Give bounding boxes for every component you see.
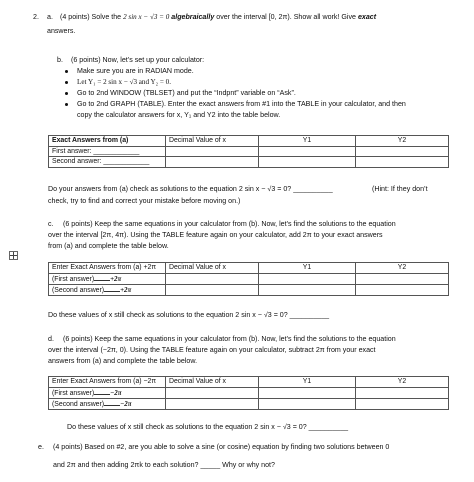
part-e-line1: (4 points) Based on #2, are you able to solve a sine (or cosine) equation by finding two solutions between 0 xyxy=(53,443,390,451)
cell-y1[interactable] xyxy=(259,387,356,398)
part-b-hint2: check, try to find and correct your mistake before moving on.) xyxy=(48,197,241,205)
header-exact-minus: Enter Exact Answers from (a) −2π xyxy=(49,377,166,388)
part-a-algebraically: algebraically xyxy=(171,13,215,21)
table-b xyxy=(48,135,449,168)
cell-y2[interactable] xyxy=(356,398,449,409)
row-second-answer[interactable]: Second answer: ____________ xyxy=(49,157,166,168)
part-c-label: c. xyxy=(48,220,54,228)
row-label: (First answer) xyxy=(52,389,95,397)
answer-blank[interactable] xyxy=(104,399,120,406)
table-row xyxy=(49,157,449,168)
cell-y2[interactable] xyxy=(356,157,449,168)
part-c-line2: over the interval [2π, 4π). Using the TABLE feature again on your calculator, add 2π to your exact answers xyxy=(48,231,383,239)
cell-y1[interactable] xyxy=(259,284,356,295)
bullet-table: Go to 2nd GRAPH (TABLE). Enter the exact answers from #1 into the TABLE in your calculator, and then xyxy=(77,100,406,108)
bullet xyxy=(65,103,68,106)
part-b-hint1: (Hint: If they don’t xyxy=(372,185,428,193)
bullet-let-y: Let Y₁ = 2 sin x − √3 and Y₂ = 0. xyxy=(77,78,172,86)
part-a-line2: answers. xyxy=(47,27,76,35)
part-d-label: d. xyxy=(48,335,54,343)
header-y1: Y1 xyxy=(259,136,356,147)
bullet-radian: Make sure you are in RADIAN mode. xyxy=(77,67,194,75)
part-a-text: (4 points) Solve the xyxy=(60,13,122,21)
header-decimal: Decimal Value of x xyxy=(166,377,259,388)
cell-y2[interactable] xyxy=(356,284,449,295)
table-row xyxy=(49,387,449,398)
part-b-check-question: Do your answers from (a) check as solutions to the equation 2 sin x − √3 = 0? __________ xyxy=(48,185,333,193)
row-op: −2π xyxy=(120,400,132,408)
cell-decimal[interactable] xyxy=(166,146,259,157)
header-exact: Exact Answers from (a) xyxy=(49,136,166,147)
answer-blank[interactable] xyxy=(104,285,120,292)
bullet xyxy=(65,81,68,84)
row-label: (First answer) xyxy=(52,275,95,283)
cell-y2[interactable] xyxy=(356,387,449,398)
part-b-intro: (6 points) Now, let’s set up your calculator: xyxy=(71,56,205,64)
row-op: +2π xyxy=(120,286,132,294)
table-move-icon[interactable] xyxy=(9,251,18,260)
part-c-check-question: Do these values of x still check as solutions to the equation 2 sin x − √3 = 0? __________ xyxy=(48,311,330,319)
part-d-line1: (6 points) Keep the same equations in your calculator from (b). Now, let’s find the solutions to the equation xyxy=(63,335,396,343)
table-row xyxy=(49,273,449,284)
row-op: +2π xyxy=(110,275,122,283)
header-y2: Y2 xyxy=(356,377,449,388)
answer-blank[interactable] xyxy=(94,388,110,395)
row-first-answer[interactable] xyxy=(49,273,166,284)
part-a-interval: over the interval [0, 2π). Show all work! Give xyxy=(216,13,356,21)
part-d-check-question: Do these values of x still check as solutions to the equation 2 sin x − √3 = 0? __________ xyxy=(67,423,349,431)
part-c-line1: (6 points) Keep the same equations in your calculator from (b). Now, let’s find the solutions to the equation xyxy=(63,220,396,228)
question-number: 2. xyxy=(33,13,39,21)
part-b-label: b. xyxy=(57,56,63,64)
table-row xyxy=(49,398,449,409)
cell-decimal[interactable] xyxy=(166,398,259,409)
header-decimal: Decimal Value of x xyxy=(166,136,259,147)
part-c-line3: from (a) and complete the table below. xyxy=(48,242,169,250)
part-a-equation: 2 sin x − √3 = 0 xyxy=(123,13,170,21)
table-header-row xyxy=(49,136,449,147)
row-second-answer[interactable] xyxy=(49,284,166,295)
row-op: −2π xyxy=(110,389,122,397)
part-a-line1 xyxy=(60,13,376,21)
bullet xyxy=(65,92,68,95)
cell-y1[interactable] xyxy=(259,146,356,157)
header-y1: Y1 xyxy=(259,263,356,274)
part-e-label: e. xyxy=(38,443,44,451)
part-e-line2: and 2π and then adding 2πk to each solution? _____ Why or why not? xyxy=(53,461,275,469)
bullet-table-cont: copy the calculator answers for x, Y₁ and Y2 into the table below. xyxy=(77,111,281,119)
answer-blank[interactable] xyxy=(94,274,110,281)
table-row xyxy=(49,284,449,295)
header-exact-plus: Enter Exact Answers from (a) +2π xyxy=(49,263,166,274)
part-a-exact: exact xyxy=(357,13,377,21)
row-second-answer[interactable] xyxy=(49,398,166,409)
header-y2: Y2 xyxy=(356,136,449,147)
cell-decimal[interactable] xyxy=(166,387,259,398)
part-d-line3: answers from (a) and complete the table below. xyxy=(48,357,198,365)
cell-y1[interactable] xyxy=(259,398,356,409)
cell-decimal[interactable] xyxy=(166,273,259,284)
part-a-label: a. xyxy=(47,13,53,21)
cell-y1[interactable] xyxy=(259,157,356,168)
table-d xyxy=(48,376,449,410)
part-d-line2: over the interval (−2π, 0). Using the TABLE feature again on your calculator, subtract 2π from your exact xyxy=(48,346,376,354)
bullet-tblset: Go to 2nd WINDOW (TBLSET) and put the “Indpnt” variable on “Ask”. xyxy=(77,89,296,97)
table-header-row xyxy=(49,377,449,388)
header-decimal: Decimal Value of x xyxy=(166,263,259,274)
header-y2: Y2 xyxy=(356,263,449,274)
table-header-row xyxy=(49,263,449,274)
row-label: (Second answer) xyxy=(52,400,105,408)
cell-decimal[interactable] xyxy=(166,284,259,295)
cell-y2[interactable] xyxy=(356,273,449,284)
row-first-answer[interactable]: First answer: ____________ xyxy=(49,146,166,157)
header-y1: Y1 xyxy=(259,377,356,388)
table-c xyxy=(48,262,449,296)
cell-y1[interactable] xyxy=(259,273,356,284)
bullet xyxy=(65,70,68,73)
row-label: (Second answer) xyxy=(52,286,105,294)
row-first-answer[interactable] xyxy=(49,387,166,398)
cell-y2[interactable] xyxy=(356,146,449,157)
cell-decimal[interactable] xyxy=(166,157,259,168)
table-row xyxy=(49,146,449,157)
